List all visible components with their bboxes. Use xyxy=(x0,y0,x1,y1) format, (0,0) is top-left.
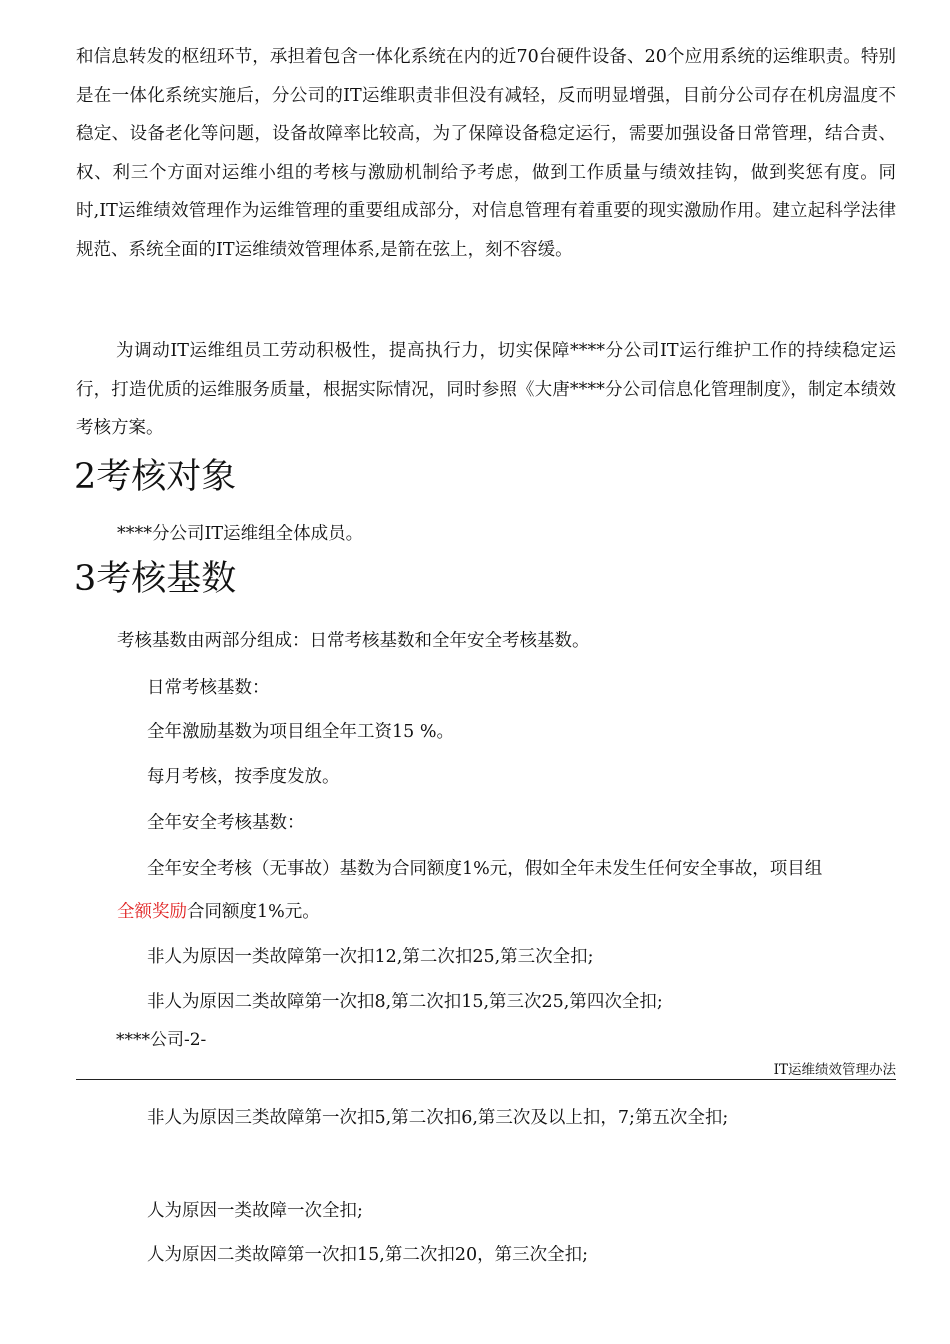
rule-human-class-2: 人为原因二类故障第一次扣15,第二次扣20，第三次全扣; xyxy=(147,1245,588,1265)
safety-base-label: 全年安全考核基数： xyxy=(147,813,305,833)
section-2-heading: 2考核对象 xyxy=(74,457,237,497)
header-divider xyxy=(76,1079,896,1080)
safety-base-line-2 xyxy=(117,900,320,924)
daily-base-label: 日常考核基数： xyxy=(147,678,270,698)
safety-base-line-2-rest: 合同额度1%元。 xyxy=(187,902,320,922)
rule-nonhuman-class-2: 非人为原因二类故障第一次扣8,第二次扣15,第三次25,第四次全扣; xyxy=(147,992,663,1012)
safety-base-line-1: 全年安全考核（无事故）基数为合同额度1%元，假如全年未发生任何安全事故，项目组 xyxy=(147,859,823,879)
monthly-assessment: 每月考核，按季度发放。 xyxy=(147,767,340,787)
rule-nonhuman-class-1: 非人为原因一类故障第一次扣12,第二次扣25,第三次全扣; xyxy=(147,947,594,967)
intro-paragraph-2: 为调动IT运维组员工劳动积极性，提高执行力，切实保障****分公司IT运行维护工作的持续稳定运行，打造优质的运维服务质量，根据实际情况，同时参照《大唐****分公司信息化管理制度》，制定本绩效考核方案。 xyxy=(76,341,896,438)
section-3-heading: 3考核基数 xyxy=(74,559,237,599)
section-2-text: ****分公司IT运维组全体成员。 xyxy=(117,524,364,544)
intro-paragraph-1: 和信息转发的枢纽环节，承担着包含一体化系统在内的近70台硬件设备、20个应用系统的运维职责。特别是在一体化系统实施后，分公司的IT运维职责非但没有减轻，反而明显增强，目前分公司存在机房温度不稳定、设备老化等问题，设备故障率比较高，为了保障设备稳定运行，需要加强设备日常管理，结合责、权、利三个方面对运维小组的考核与激励机制给予考虑，做到工作质量与绩效挂钩，做到奖惩有度。同时,IT运维绩效管理作为运维管理的重要组成部分，对信息管理有着重要的现实激励作用。建立起科学法律规范、系统全面的IT运维绩效管理体系,是箭在弦上，刻不容缓。 xyxy=(76,47,896,260)
page-footer-label: ****公司-2- xyxy=(116,1030,207,1050)
daily-base-rate: 全年激励基数为项目组全年工资15 %。 xyxy=(147,722,454,742)
full-reward-highlight: 全额奖励 xyxy=(117,902,187,922)
rule-nonhuman-class-3: 非人为原因三类故障第一次扣5,第二次扣6,第三次及以上扣，7;第五次全扣; xyxy=(147,1108,729,1128)
rule-human-class-1: 人为原因一类故障一次全扣; xyxy=(147,1201,363,1221)
section-3-intro: 考核基数由两部分组成：日常考核基数和全年安全考核基数。 xyxy=(117,631,590,651)
page-header-title: IT运维绩效管理办法 xyxy=(773,1062,896,1078)
